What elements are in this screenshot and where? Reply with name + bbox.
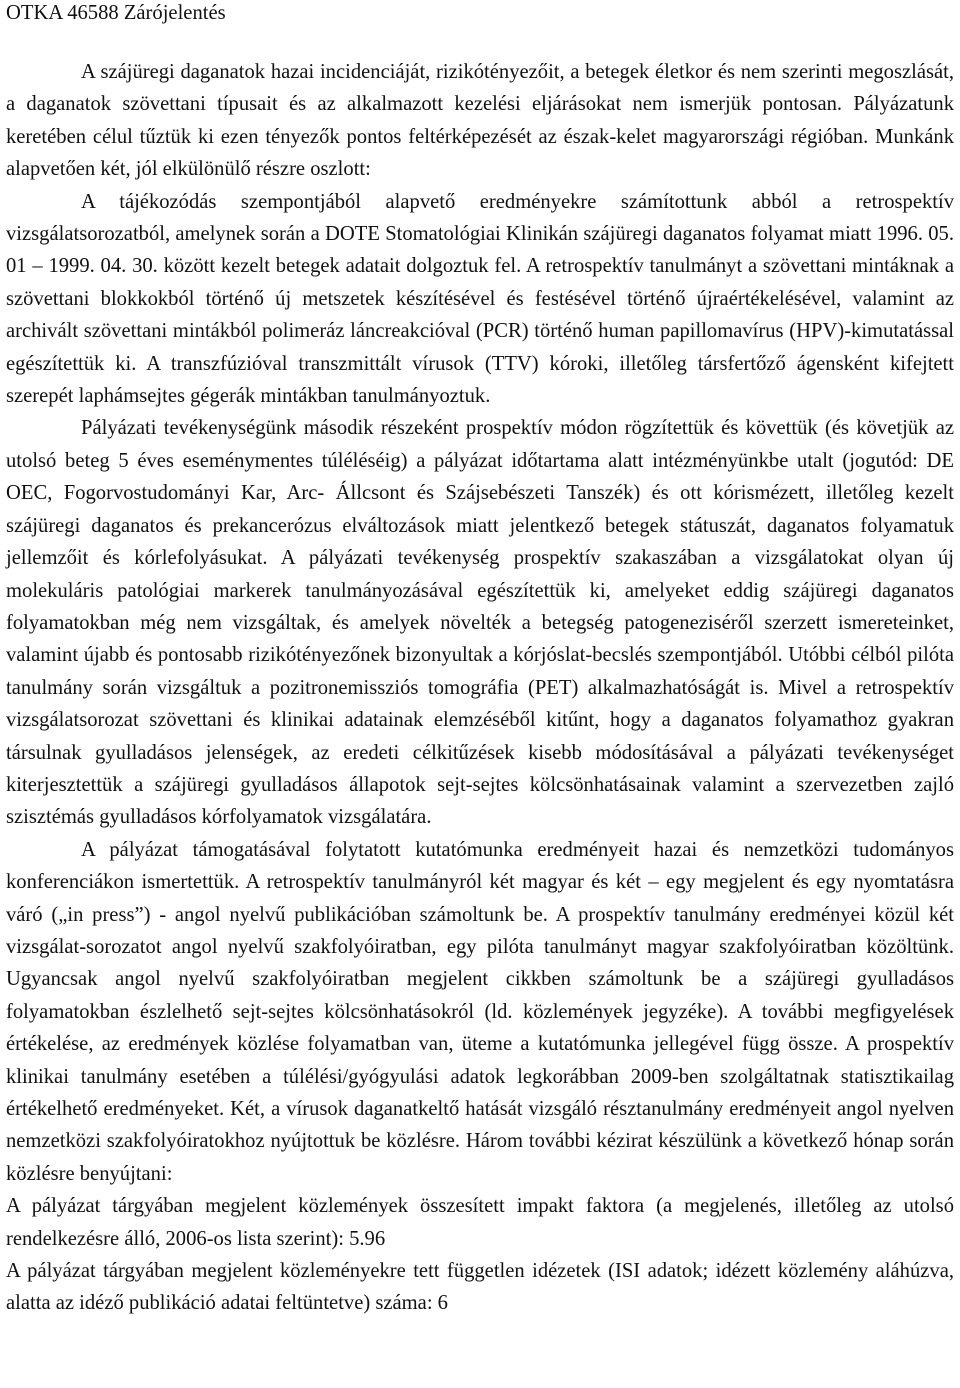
paragraph-prospective: Pályázati tevékenységünk második részeként prospektív módon rögzítettük és követtük (és követjük az utolsó beteg 5 éves eseménymentes túléléséig) a pályázat időtartama alatt intézményünkbe utalt (jogutód: DE OEC, Fogorvostudományi Kar, Arc- Állcsont és Szájsebészeti Tanszék) és ott kórismézett, illetőleg kezelt szájüregi daganatos és prekancerózus elváltozások miatt jelentkező betegek státuszát, daganatos folyamatuk jellemzőit és kórlefolyásukat. A pályázati tevékenység prospektív szakaszában a vizsgálatokat olyan új molekuláris patológiai markerek tanulmányozásával egészítettük ki, amelyeket eddig szájüregi daganatos folyamatokban még nem vizsgáltak, és amelyek növelték a betegség patogeneziséről szerzett ismereteinket, valamint újabb és pontosabb rizikótényezőnek bizonyultak a kórjóslat-becslés szempontjából. Utóbbi célból pilóta tanulmány során vizsgáltuk a pozitronemissziós tomográfia (PET) alkalmazhatóságát is. Mivel a retrospektív vizsgálatsorozat szövettani és klinikai adatainak elemzéséből kitűnt, hogy a daganatos folyamathoz gyakran társulnak gyulladásos jelenségek, az eredeti célkitűzések kisebb módosításával a pályázati tevékenységet kiterjesztettük a szájüregi gyulladásos állapotok sejt-sejtes kölcsönhatásainak valamint a szervezetben zajló szisztémás gyulladásos kórfolyamatok vizsgálatára. <box>6 417 954 829</box>
citation-count-statement: A pályázat tárgyában megjelent közleményekre tett független idézetek (ISI adatok; idézett közlemény aláhúzva, alatta az idéző publikáció adatai feltüntetve) száma: 6 <box>6 1260 954 1315</box>
paragraph-intro: A szájüregi daganatok hazai incidenciáját, rizikótényezőit, a betegek életkor és nem szerinti megoszlását, a daganatok szövettani típusait és az alkalmazott kezelési eljárásokat nem ismerjük pontosan. Pályázatunk keretében célul tűztük ki ezen tényezők pontos feltérképezését az észak-kelet magyarországi régióban. Munkánk alapvetően két, jól elkülönülő részre oszlott: <box>6 61 954 181</box>
document-title: OTKA 46588 Zárójelentés <box>6 2 226 24</box>
impact-factor-statement: A pályázat tárgyában megjelent közlemények összesített impakt faktora (a megjelenés, illetőleg az utolsó rendelkezésre álló, 2006-os lista szerint): 5.96 <box>6 1195 954 1250</box>
paragraph-results: A pályázat támogatásával folytatott kutatómunka eredményeit hazai és nemzetközi tudományos konferenciákon ismertettük. A retrospektív tanulmányról két magyar és két – egy megjelent és egy nyomtatásra váró („in press”) - angol nyelvű publikációban számoltunk be. A prospektív tanulmány eredményei közül két vizsgálat-sorozatot angol nyelvű szakfolyóiratban, egy pilóta tanulmányt magyar szakfolyóiratban közöltünk. Ugyancsak angol nyelvű szakfolyóiratban megjelent cikkben számoltunk be a szájüregi gyulladásos folyamatokban észlelhető sejt-sejtes kölcsönhatásokról (ld. közlemények jegyzéke). A további megfigyelések értékelése, az eredmények közlése folyamatban van, üteme a kutatómunka jellegével függ össze. A prospektív klinikai tanulmány esetében a túlélési/gyógyulási adatok legkorábban 2009-ben szolgáltatnak statisztikailag értékelhető eredményeket. Két, a vírusok daganatkeltő hatását vizsgáló résztanulmány eredményeit angol nyelven nemzetközi szakfolyóiratokhoz nyújtottuk be közlésre. Három további kézirat készülünk a következő hónap során közlésre benyújtani: <box>6 838 954 1185</box>
paragraph-retrospective: A tájékozódás szempontjából alapvető eredményekre számítottunk abból a retrospektív vizsgálatsorozatból, amelynek során a DOTE Stomatológiai Klinikán szájüregi daganatos folyamat miatt 1996. 05. 01 – 1999. 04. 30. között kezelt betegek adatait dolgoztuk fel. A retrospektív tanulmányt a szövettani mintáknak a szövettani blokkokból történő új metszetek készítésével és festésével történő újraértékelésével, valamint az archivált szövettani mintákból polimeráz láncreakcióval (PCR) történő human papillomavírus (HPV)-kimutatással egészítettük ki. A transzfúzióval transzmittált vírusok (TTV) kóroki, illetőleg társfertőző ágensként kifejtett szerepét laphámsejtes gégerák mintákban tanulmányoztuk. <box>6 190 954 408</box>
